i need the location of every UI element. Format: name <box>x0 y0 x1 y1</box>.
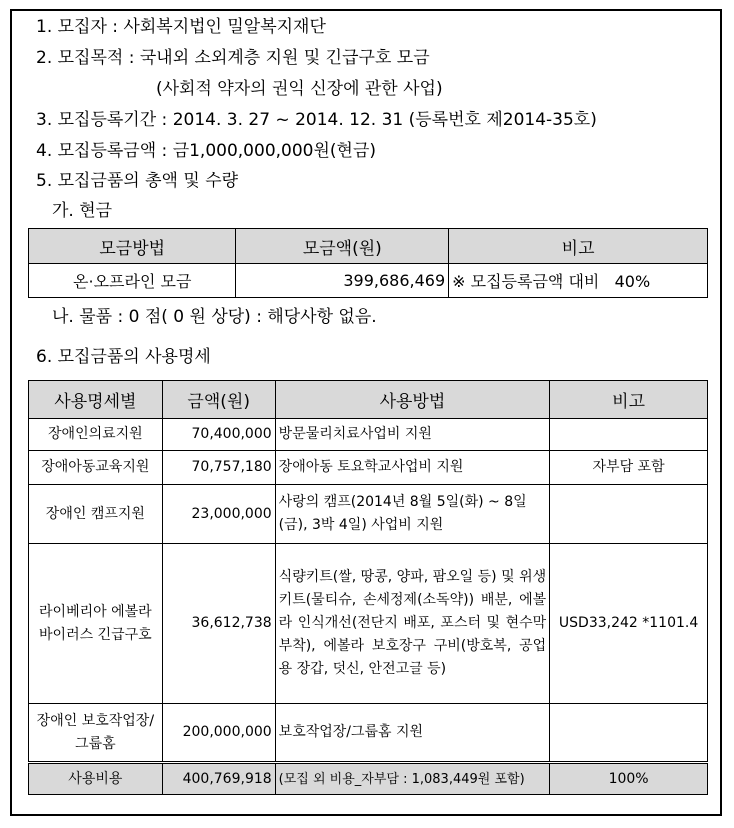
cash-note: ※ 모집등록금액 대비 40% <box>449 264 708 298</box>
item-usage-heading: 6. 모집금품의 사용명세 <box>36 347 211 367</box>
usage-amount: 70,400,000 <box>162 419 275 451</box>
usage-method: 보호작업장/그룹홈 지원 <box>275 704 549 763</box>
item-period: 3. 모집등록기간 : 2014. 3. 27 ~ 2014. 12. 31 (등록번호 제2014-35호) <box>36 110 597 130</box>
item-amount: 4. 모집등록금액 : 금1,000,000,000원(현금) <box>36 141 377 161</box>
col-header: 모금방법 <box>29 229 236 264</box>
total-row <box>29 763 708 795</box>
table-row <box>29 485 708 544</box>
total-note: 100% <box>550 763 708 795</box>
total-category: 사용비용 <box>29 763 163 795</box>
usage-category: 장애아동교육지원 <box>29 451 163 485</box>
cash-table <box>28 228 708 298</box>
item-cash-heading: 가. 현금 <box>52 201 113 221</box>
usage-method: 방문물리치료사업비 지원 <box>275 419 549 451</box>
item-total-heading: 5. 모집금품의 총액 및 수량 <box>36 171 239 191</box>
usage-table-header <box>29 381 708 419</box>
col-header: 비고 <box>449 229 708 264</box>
item-purpose: 2. 모집목적 : 국내외 소외계층 지원 및 긴급구호 모금 <box>36 48 430 68</box>
usage-amount: 70,757,180 <box>162 451 275 485</box>
item-purpose-detail: (사회적 약자의 권익 신장에 관한 사업) <box>156 79 443 99</box>
col-header: 사용명세별 <box>29 381 163 419</box>
usage-category: 장애인 보호작업장/그룹홈 <box>29 704 163 763</box>
cash-table-header <box>29 229 708 264</box>
usage-note <box>550 419 708 451</box>
usage-category: 장애인 캠프지원 <box>29 485 163 544</box>
col-header: 사용방법 <box>275 381 549 419</box>
table-row <box>29 419 708 451</box>
usage-amount: 200,000,000 <box>162 704 275 763</box>
cash-amount: 399,686,469 <box>236 264 449 298</box>
table-row <box>29 704 708 763</box>
table-row <box>29 264 708 298</box>
table-row <box>29 544 708 704</box>
usage-note <box>550 704 708 763</box>
total-amount: 400,769,918 <box>162 763 275 795</box>
usage-note <box>550 485 708 544</box>
usage-amount: 23,000,000 <box>162 485 275 544</box>
usage-category: 라이베리아 에볼라 바이러스 긴급구호 <box>29 544 163 704</box>
total-method: (모집 외 비용_자부담 : 1,083,449원 포함) <box>275 763 549 795</box>
table-row <box>29 451 708 485</box>
col-header: 모금액(원) <box>236 229 449 264</box>
col-header: 금액(원) <box>162 381 275 419</box>
usage-note: 자부담 포함 <box>550 451 708 485</box>
item-goods: 나. 물품 : 0 점( 0 원 상당) : 해당사항 없음. <box>52 307 377 327</box>
usage-amount: 36,612,738 <box>162 544 275 704</box>
item-collector: 1. 모집자 : 사회복지법인 밀알복지재단 <box>36 17 326 37</box>
col-header: 비고 <box>550 381 708 419</box>
cash-method: 온·오프라인 모금 <box>29 264 236 298</box>
usage-category: 장애인의료지원 <box>29 419 163 451</box>
usage-method: 식량키트(쌀, 땅콩, 양파, 팜오일 등) 및 위생키트(물티슈, 손세정제(소독약)) 배분, 에볼라 인식개선(전단지 배포, 포스터 및 현수막 부착), 에볼라 보호장구 구비(방호복, 공업용 장갑, 덧신, 안전고글 등) <box>275 544 549 704</box>
usage-method: 사랑의 캠프(2014년 8월 5일(화) ~ 8일(금), 3박 4일) 사업비 지원 <box>275 485 549 544</box>
usage-table <box>28 380 708 795</box>
usage-note: USD33,242 *1101.4 <box>550 544 708 704</box>
usage-method: 장애아동 토요학교사업비 지원 <box>275 451 549 485</box>
